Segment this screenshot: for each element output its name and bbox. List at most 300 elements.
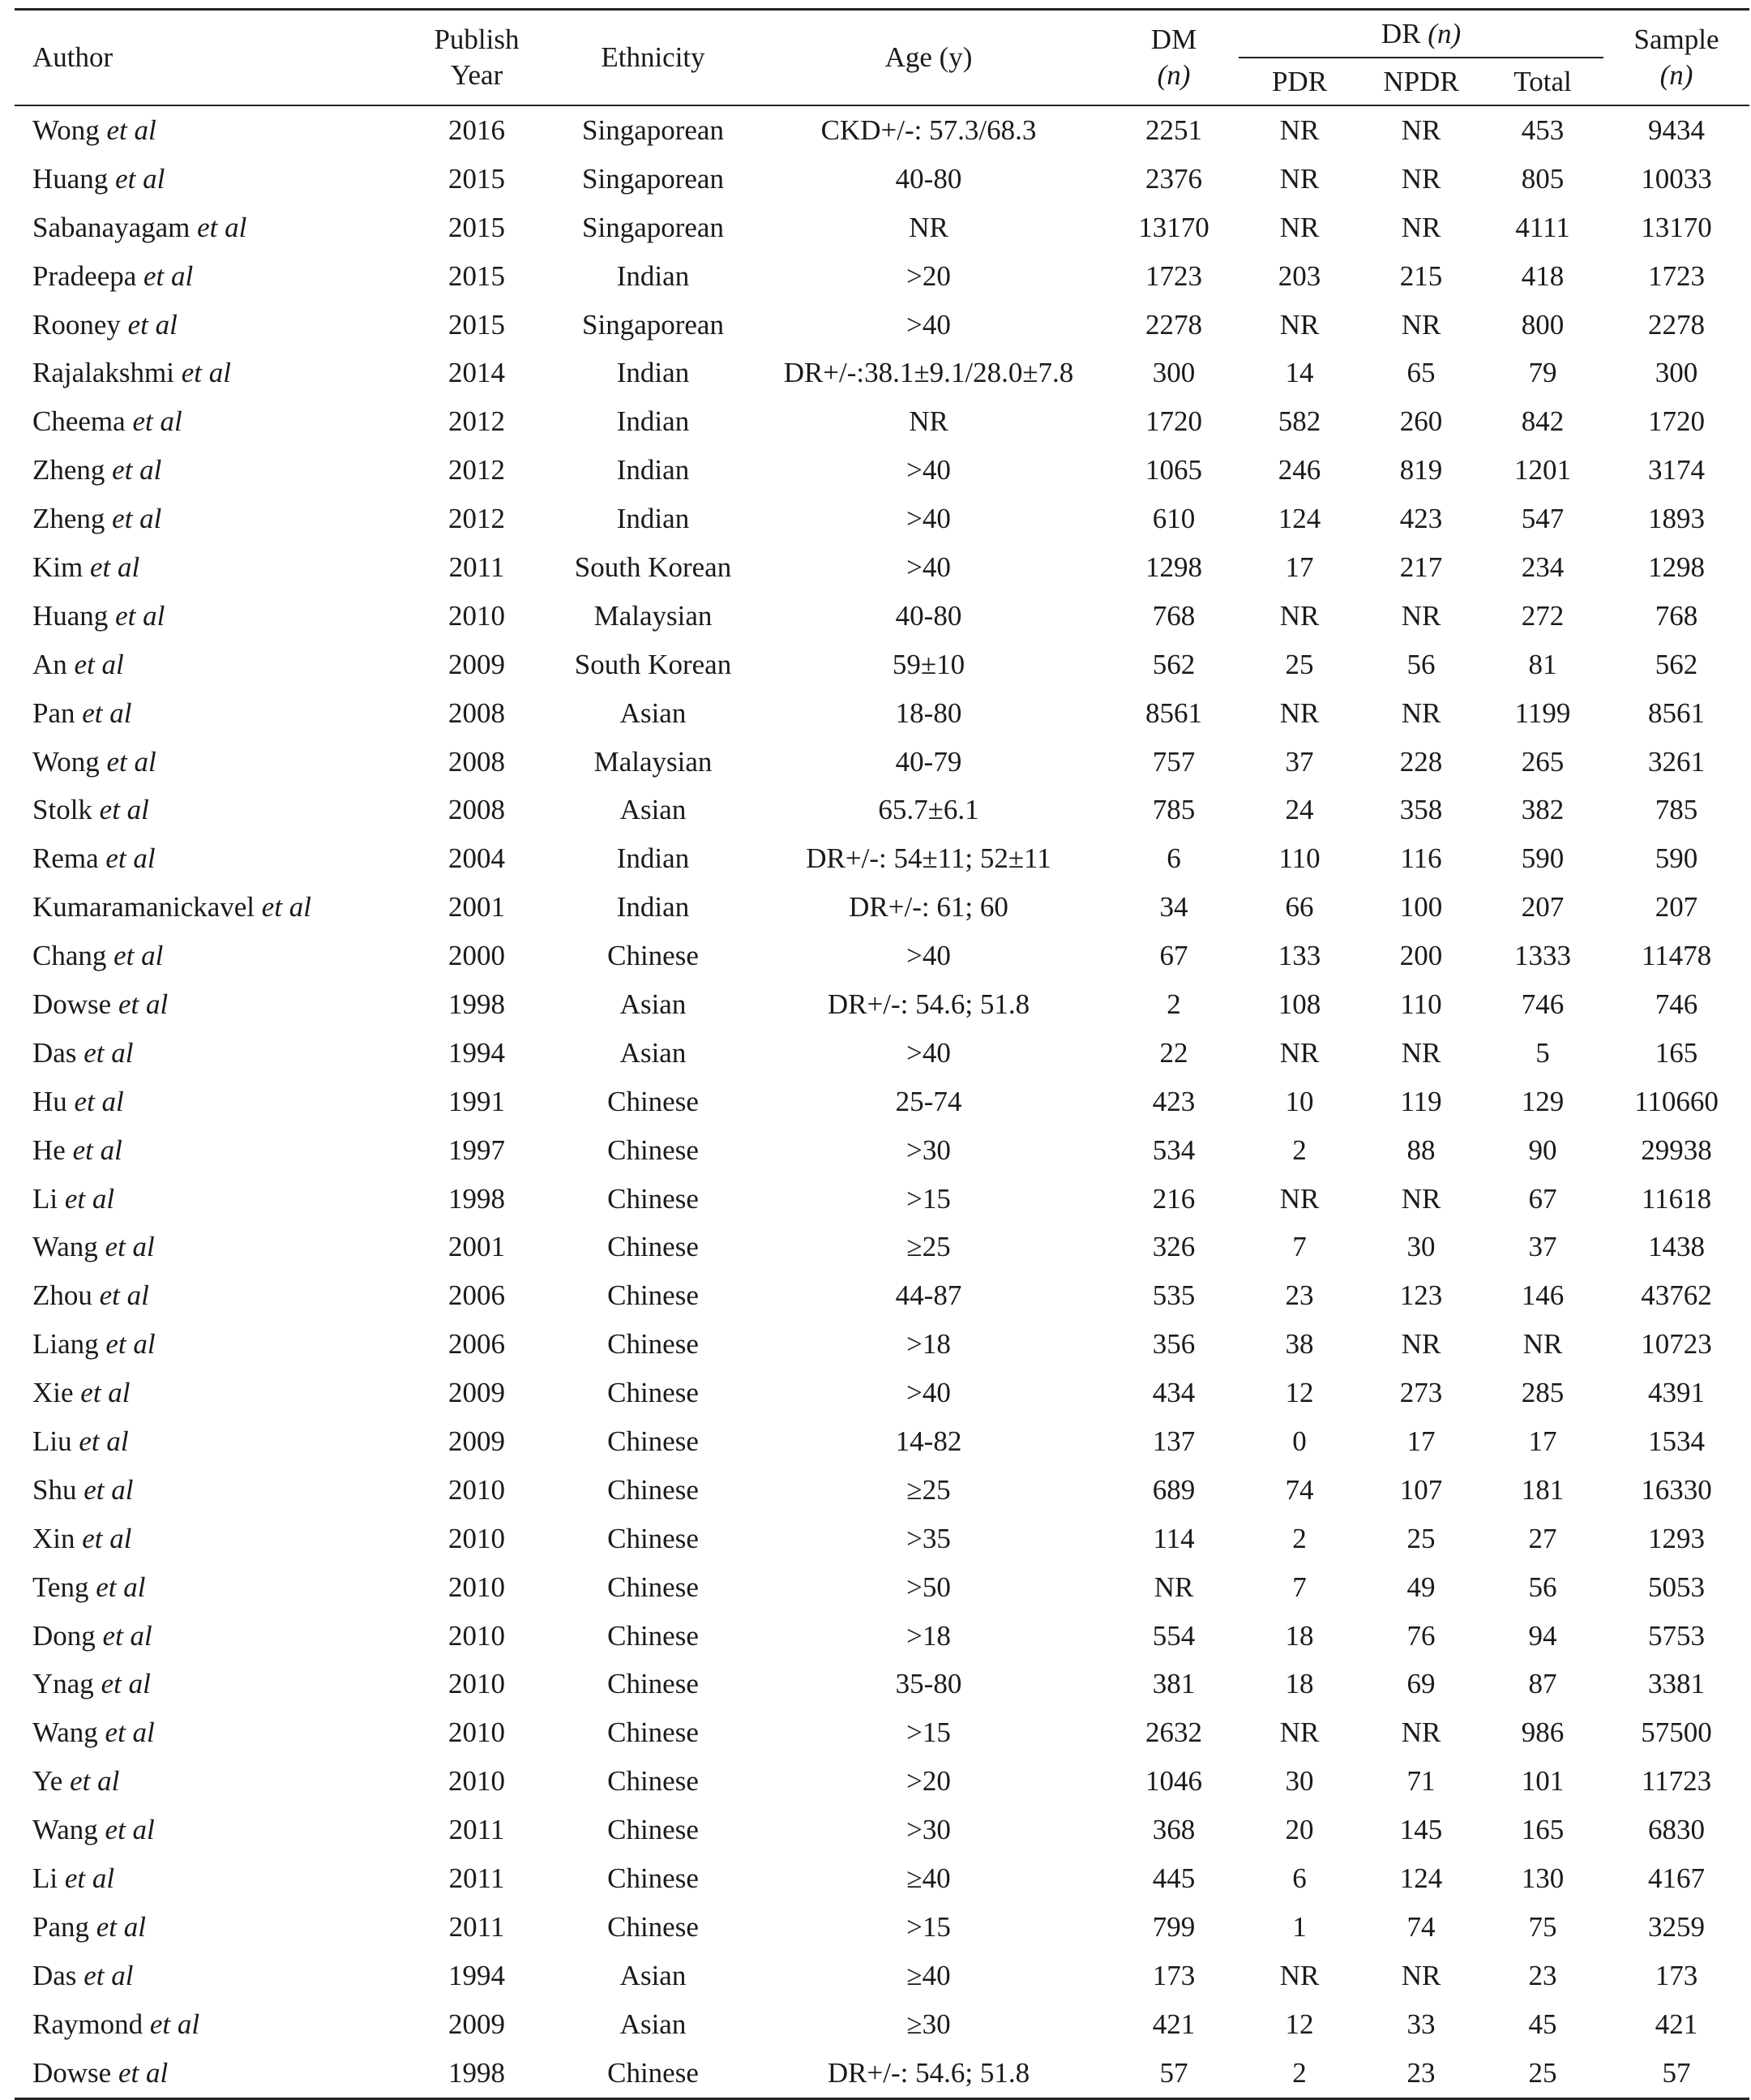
cell-ethnicity: Singaporean xyxy=(582,114,724,146)
cell-ethnicity: Indian xyxy=(616,259,690,292)
cell-year: 2011 xyxy=(448,551,505,583)
cell-npdr: 116 xyxy=(1400,842,1442,875)
cell-total: 94 xyxy=(1528,1619,1557,1652)
et-al-text: et al xyxy=(105,842,156,875)
table-header xyxy=(15,10,1749,106)
cell-age: 35-80 xyxy=(895,1668,962,1700)
cell-total: 87 xyxy=(1528,1668,1557,1700)
cell-pdr: 2 xyxy=(1239,2049,1360,2098)
cell-year: 2010 xyxy=(448,1765,505,1798)
et-al-text: et al xyxy=(112,454,162,486)
cell-age: DR+/-: 54±11; 52±11 xyxy=(806,842,1051,875)
cell-age: >40 xyxy=(906,503,951,535)
cell-ethnicity: Malaysian xyxy=(593,599,713,632)
table-row xyxy=(15,1903,1749,1952)
cell-age: >40 xyxy=(906,1377,951,1409)
cell-dm: 216 xyxy=(1152,1182,1196,1215)
cell-total: 45 xyxy=(1528,2008,1557,2040)
cell-ethnicity: Chinese xyxy=(607,1425,699,1457)
cell-sample: 3259 xyxy=(1648,1910,1706,1943)
cell-total: 453 xyxy=(1521,114,1565,146)
cell-pdr: 37 xyxy=(1285,745,1314,778)
cell-dm: 421 xyxy=(1152,2008,1196,2040)
cell-pdr: NR xyxy=(1279,1182,1320,1215)
et-al-text: et al xyxy=(106,745,156,778)
cell-age: 40-80 xyxy=(895,599,962,632)
author-name: Wang xyxy=(32,1716,98,1749)
cell-npdr: 23 xyxy=(1360,2049,1482,2098)
table-row xyxy=(15,1369,1749,1417)
cell-author xyxy=(15,1466,396,1515)
table-row xyxy=(15,1515,1749,1563)
cell-npdr: 33 xyxy=(1406,2008,1436,2040)
cell-author xyxy=(15,1223,396,1271)
cell-total: 986 xyxy=(1521,1716,1565,1749)
cell-ethnicity: Chinese xyxy=(607,1571,699,1603)
cell-dm: 423 xyxy=(1152,1085,1196,1117)
cell-year: 2011 xyxy=(448,1910,505,1943)
cell-sample: 1293 xyxy=(1648,1522,1706,1554)
cell-ethnicity: Chinese xyxy=(607,1668,699,1700)
cell-age: >15 xyxy=(906,1716,951,1749)
author-name: Liu xyxy=(32,1425,72,1457)
cell-age: >15 xyxy=(906,1182,951,1215)
cell-author xyxy=(15,2000,396,2049)
cell-ethnicity: Indian xyxy=(616,357,690,389)
header-dr-label: DR xyxy=(1381,17,1421,49)
cell-total: 746 xyxy=(1521,988,1565,1020)
cell-npdr: 25 xyxy=(1406,1522,1436,1554)
cell-total: 90 xyxy=(1528,1134,1557,1166)
cell-year: 2012 xyxy=(448,454,505,486)
cell-ethnicity: Asian xyxy=(619,794,687,826)
cell-sample: 173 xyxy=(1655,1959,1698,1991)
cell-ethnicity: South Korean xyxy=(574,648,732,680)
cell-author xyxy=(15,1708,396,1757)
cell-ethnicity: Singaporean xyxy=(582,211,724,243)
cell-author xyxy=(15,1320,396,1369)
table-row xyxy=(15,301,1749,349)
cell-author xyxy=(15,786,396,834)
cell-total: 81 xyxy=(1528,648,1557,680)
cell-ethnicity: Chinese xyxy=(607,1085,699,1117)
et-al-text: et al xyxy=(96,1910,146,1943)
cell-year: 2015 xyxy=(448,211,505,243)
table-row xyxy=(15,883,1749,932)
cell-total: 4111 xyxy=(1515,211,1570,243)
cell-npdr: NR xyxy=(1401,696,1441,729)
cell-year: 2011 xyxy=(448,1862,505,1894)
cell-author xyxy=(15,1952,396,2000)
cell-total: 1333 xyxy=(1514,940,1572,972)
cell-sample: 207 xyxy=(1655,891,1698,924)
table-body xyxy=(15,105,1749,2098)
header-total xyxy=(1482,58,1603,105)
cell-npdr: NR xyxy=(1401,1716,1441,1749)
table-row xyxy=(15,1466,1749,1515)
cell-ethnicity: Chinese xyxy=(607,1134,699,1166)
cell-pdr: 124 xyxy=(1278,503,1321,535)
cell-year: 2014 xyxy=(448,357,505,389)
author-name: Das xyxy=(32,1036,77,1069)
et-al-text: et al xyxy=(149,2008,200,2040)
et-al-text: et al xyxy=(261,891,312,924)
cell-dm: 300 xyxy=(1152,357,1196,389)
cell-pdr: 0 xyxy=(1292,1425,1307,1457)
cell-dm: 13170 xyxy=(1138,211,1209,243)
cell-sample: 110660 xyxy=(1634,1085,1719,1117)
et-al-text: et al xyxy=(96,1571,146,1603)
table-row xyxy=(15,1078,1749,1126)
cell-total: 234 xyxy=(1521,551,1565,583)
cell-author xyxy=(15,883,396,932)
header-dm-line2: (n) xyxy=(1157,59,1191,91)
et-al-text: et al xyxy=(102,1619,152,1652)
cell-ethnicity: Chinese xyxy=(607,1522,699,1554)
cell-total: 101 xyxy=(1521,1765,1565,1798)
cell-author xyxy=(15,592,396,641)
cell-ethnicity: Asian xyxy=(619,696,687,729)
cell-pdr: 133 xyxy=(1278,940,1321,972)
cell-npdr: 110 xyxy=(1400,988,1442,1020)
cell-author xyxy=(15,349,396,397)
cell-total: 17 xyxy=(1528,1425,1557,1457)
cell-npdr: 49 xyxy=(1406,1571,1436,1603)
author-name: Chang xyxy=(32,940,107,972)
cell-ethnicity: Indian xyxy=(616,454,690,486)
cell-dm: 1046 xyxy=(1145,1765,1202,1798)
cell-sample: 746 xyxy=(1655,988,1698,1020)
cell-age: ≥25 xyxy=(906,1473,951,1506)
table-row xyxy=(15,1612,1749,1661)
cell-ethnicity: South Korean xyxy=(574,551,732,583)
cell-pdr: 1 xyxy=(1292,1910,1307,1943)
header-sample xyxy=(1603,10,1749,106)
cell-year: 2006 xyxy=(448,1328,505,1361)
et-al-text: et al xyxy=(181,357,231,389)
cell-sample: 10033 xyxy=(1641,162,1712,195)
cell-sample: 2278 xyxy=(1648,308,1706,341)
et-al-text: et al xyxy=(118,988,169,1020)
cell-dm: 689 xyxy=(1152,1473,1196,1506)
cell-dm: 2376 xyxy=(1145,162,1202,195)
cell-year: 2010 xyxy=(448,1522,505,1554)
cell-dm: 554 xyxy=(1152,1619,1196,1652)
cell-total: 285 xyxy=(1521,1377,1565,1409)
table-row xyxy=(15,1175,1749,1224)
cell-age: 65.7±6.1 xyxy=(878,794,979,826)
cell-author xyxy=(15,446,396,495)
cell-year: 2001 xyxy=(448,1231,505,1263)
author-name: Huang xyxy=(32,162,109,195)
cell-sample: 13170 xyxy=(1641,211,1712,243)
author-name: Li xyxy=(32,1182,58,1215)
et-al-text: et al xyxy=(83,1959,134,1991)
cell-sample: 57 xyxy=(1603,2049,1749,2098)
cell-pdr: NR xyxy=(1279,211,1320,243)
author-name: Xie xyxy=(32,1377,74,1409)
cell-age: 40-79 xyxy=(895,745,962,778)
table-row xyxy=(15,1271,1749,1320)
cell-sample: 5753 xyxy=(1648,1619,1706,1652)
cell-total: 75 xyxy=(1528,1910,1557,1943)
table-row xyxy=(15,1126,1749,1175)
cell-npdr: 69 xyxy=(1406,1668,1436,1700)
table-row xyxy=(15,446,1749,495)
cell-year: 2008 xyxy=(448,745,505,778)
cell-npdr: 123 xyxy=(1399,1279,1443,1312)
cell-age: ≥40 xyxy=(906,1959,951,1991)
cell-age: >40 xyxy=(906,551,951,583)
cell-year: 2015 xyxy=(448,162,505,195)
cell-age: >50 xyxy=(906,1571,951,1603)
cell-ethnicity: Chinese xyxy=(607,940,699,972)
cell-dm: 1065 xyxy=(1145,454,1202,486)
header-year-line2: Year xyxy=(450,59,503,91)
cell-age: 18-80 xyxy=(895,696,962,729)
et-al-text: et al xyxy=(82,696,132,729)
cell-sample: 1534 xyxy=(1648,1425,1706,1457)
et-al-text: et al xyxy=(79,1425,129,1457)
cell-author xyxy=(15,204,396,252)
et-al-text: et al xyxy=(74,648,124,680)
et-al-text: et al xyxy=(115,162,165,195)
cell-year: 2008 xyxy=(448,794,505,826)
cell-sample: 300 xyxy=(1655,357,1698,389)
table-row xyxy=(15,155,1749,204)
cell-npdr: NR xyxy=(1401,162,1441,195)
cell-author xyxy=(15,155,396,204)
cell-sample: 8561 xyxy=(1648,696,1706,729)
author-name: Raymond xyxy=(32,2008,143,2040)
cell-dm: 757 xyxy=(1152,745,1196,778)
table-row xyxy=(15,1320,1749,1369)
cell-ethnicity: Chinese xyxy=(607,1765,699,1798)
et-al-text: et al xyxy=(72,1134,122,1166)
cell-dm: 114 xyxy=(1153,1522,1195,1554)
cell-dm: 137 xyxy=(1152,1425,1196,1457)
cell-npdr: 358 xyxy=(1399,794,1443,826)
et-al-text: et al xyxy=(64,1182,115,1215)
cell-total: 67 xyxy=(1528,1182,1557,1215)
cell-age: DR+/-:38.1±9.1/28.0±7.8 xyxy=(783,357,1074,389)
table-row xyxy=(15,1757,1749,1806)
cell-pdr: NR xyxy=(1279,308,1320,341)
cell-age: >15 xyxy=(906,1910,951,1943)
cell-author xyxy=(15,1369,396,1417)
cell-author xyxy=(15,1806,396,1854)
cell-sample: 3381 xyxy=(1648,1668,1706,1700)
cell-ethnicity: Indian xyxy=(616,405,690,438)
header-author-label: Author xyxy=(32,41,113,73)
et-al-text: et al xyxy=(197,211,247,243)
cell-age: >20 xyxy=(906,1765,951,1798)
cell-age: 14-82 xyxy=(895,1425,962,1457)
studies-table xyxy=(15,8,1749,2100)
cell-author xyxy=(15,1661,396,1709)
author-name: Sabanayagam xyxy=(32,211,191,243)
cell-total: 800 xyxy=(1521,308,1565,341)
cell-sample: 1438 xyxy=(1648,1231,1706,1263)
cell-dm: 534 xyxy=(1152,1134,1196,1166)
cell-total: 25 xyxy=(1482,2049,1603,2098)
cell-year: 2015 xyxy=(448,259,505,292)
cell-sample: 10723 xyxy=(1641,1328,1712,1361)
cell-year: 2012 xyxy=(448,503,505,535)
cell-ethnicity: Malaysian xyxy=(593,745,713,778)
cell-pdr: NR xyxy=(1279,162,1320,195)
cell-year: 2010 xyxy=(448,1473,505,1506)
et-al-text: et al xyxy=(82,1522,132,1554)
cell-npdr: NR xyxy=(1401,1959,1441,1991)
cell-total: 37 xyxy=(1528,1231,1557,1263)
cell-dm: 381 xyxy=(1152,1668,1196,1700)
cell-ethnicity: Chinese xyxy=(607,1910,699,1943)
cell-age: >40 xyxy=(906,454,951,486)
cell-dm: 2632 xyxy=(1145,1716,1202,1749)
author-name: Stolk xyxy=(32,794,92,826)
table-row xyxy=(15,689,1749,738)
cell-author xyxy=(15,834,396,883)
cell-dm: 1720 xyxy=(1145,405,1202,438)
cell-total: 265 xyxy=(1521,745,1565,778)
et-al-text: et al xyxy=(64,1862,115,1894)
cell-age: >35 xyxy=(906,1522,951,1554)
cell-dm: 67 xyxy=(1159,940,1188,972)
cell-author xyxy=(15,641,396,689)
cell-dm: NR xyxy=(1154,1571,1194,1603)
cell-total: 130 xyxy=(1521,1862,1565,1894)
cell-total: 27 xyxy=(1528,1522,1557,1554)
cell-year: 2009 xyxy=(448,648,505,680)
cell-npdr: 200 xyxy=(1399,940,1443,972)
cell-sample: 57500 xyxy=(1641,1716,1712,1749)
table-row xyxy=(15,252,1749,301)
et-al-text: et al xyxy=(112,503,162,535)
header-npdr-label: NPDR xyxy=(1383,65,1459,97)
author-name: Wong xyxy=(32,745,100,778)
table-row xyxy=(15,1661,1749,1709)
cell-author xyxy=(15,1757,396,1806)
cell-npdr: 260 xyxy=(1399,405,1443,438)
header-dm-line1: DM xyxy=(1150,24,1197,55)
cell-npdr: 124 xyxy=(1399,1862,1443,1894)
et-al-text: et al xyxy=(132,405,182,438)
et-al-text: et al xyxy=(105,1231,155,1263)
cell-npdr: 423 xyxy=(1399,503,1443,535)
cell-total: 56 xyxy=(1528,1571,1557,1603)
author-name: Xin xyxy=(32,1522,75,1554)
cell-total: 129 xyxy=(1521,1085,1565,1117)
cell-year: 2009 xyxy=(448,1425,505,1457)
header-total-label: Total xyxy=(1513,65,1572,97)
cell-dm: 1298 xyxy=(1145,551,1202,583)
cell-author xyxy=(15,980,396,1029)
author-name: Ynag xyxy=(32,1668,94,1700)
cell-author xyxy=(15,1563,396,1612)
cell-pdr: 7 xyxy=(1292,1231,1307,1263)
cell-age: >40 xyxy=(906,1036,951,1069)
cell-age: >18 xyxy=(906,1619,951,1652)
cell-pdr: 74 xyxy=(1285,1473,1314,1506)
cell-total: 590 xyxy=(1521,842,1565,875)
author-name: Wang xyxy=(32,1231,98,1263)
header-age xyxy=(748,10,1109,106)
cell-pdr: 14 xyxy=(1285,357,1314,389)
cell-dm: 34 xyxy=(1159,891,1188,924)
header-age-label: Age (y) xyxy=(884,41,973,73)
author-name: Kim xyxy=(32,551,83,583)
cell-year: 2000 xyxy=(448,940,505,972)
cell-sample: 11618 xyxy=(1641,1182,1712,1215)
author-name: He xyxy=(32,1134,66,1166)
author-name: Dong xyxy=(32,1619,96,1652)
cell-pdr: NR xyxy=(1279,696,1320,729)
table-row xyxy=(15,1029,1749,1078)
cell-author xyxy=(15,397,396,446)
table-row xyxy=(15,592,1749,641)
cell-ethnicity: Chinese xyxy=(607,1814,699,1846)
cell-ethnicity: Chinese xyxy=(607,1328,699,1361)
et-al-text: et al xyxy=(118,2056,169,2089)
cell-pdr: NR xyxy=(1279,1959,1320,1991)
cell-dm: 8561 xyxy=(1145,696,1202,729)
cell-author xyxy=(15,1175,396,1224)
cell-npdr: 145 xyxy=(1399,1814,1443,1846)
cell-sample: 1723 xyxy=(1648,259,1706,292)
author-name: Dowse xyxy=(32,2056,112,2089)
header-sample-line1: Sample xyxy=(1633,24,1719,55)
cell-pdr: 12 xyxy=(1285,1377,1314,1409)
cell-sample: 590 xyxy=(1655,842,1698,875)
cell-sample: 421 xyxy=(1655,2008,1698,2040)
header-year-line1: Publish xyxy=(434,24,520,55)
cell-year: 2004 xyxy=(448,842,505,875)
cell-pdr: 24 xyxy=(1285,794,1314,826)
cell-total: 272 xyxy=(1521,599,1565,632)
cell-dm: 434 xyxy=(1152,1377,1196,1409)
cell-npdr: 56 xyxy=(1406,648,1436,680)
cell-ethnicity: Asian xyxy=(619,1036,687,1069)
cell-npdr: 74 xyxy=(1406,1910,1436,1943)
table-row xyxy=(15,1563,1749,1612)
cell-npdr: 228 xyxy=(1399,745,1443,778)
table-row xyxy=(15,738,1749,786)
cell-dm: 22 xyxy=(1159,1036,1188,1069)
cell-total: 5 xyxy=(1535,1036,1550,1069)
cell-total: 146 xyxy=(1521,1279,1565,1312)
cell-ethnicity: Chinese xyxy=(607,1182,699,1215)
cell-pdr: 12 xyxy=(1285,2008,1314,2040)
table-row xyxy=(15,2000,1749,2049)
cell-author xyxy=(15,689,396,738)
header-year xyxy=(396,10,558,106)
et-al-text: et al xyxy=(83,1036,134,1069)
cell-age: >20 xyxy=(906,259,951,292)
cell-sample: 3174 xyxy=(1648,454,1706,486)
cell-npdr: NR xyxy=(1401,1182,1441,1215)
author-name: Liang xyxy=(32,1328,99,1361)
table-row xyxy=(15,1708,1749,1757)
cell-pdr: NR xyxy=(1279,1716,1320,1749)
cell-total: 547 xyxy=(1521,503,1565,535)
et-al-text: et al xyxy=(99,1279,149,1312)
cell-npdr: 76 xyxy=(1406,1619,1436,1652)
cell-total: 382 xyxy=(1521,794,1565,826)
cell-year: 2010 xyxy=(448,1716,505,1749)
cell-author xyxy=(15,1029,396,1078)
author-name: Rajalakshmi xyxy=(32,357,174,389)
